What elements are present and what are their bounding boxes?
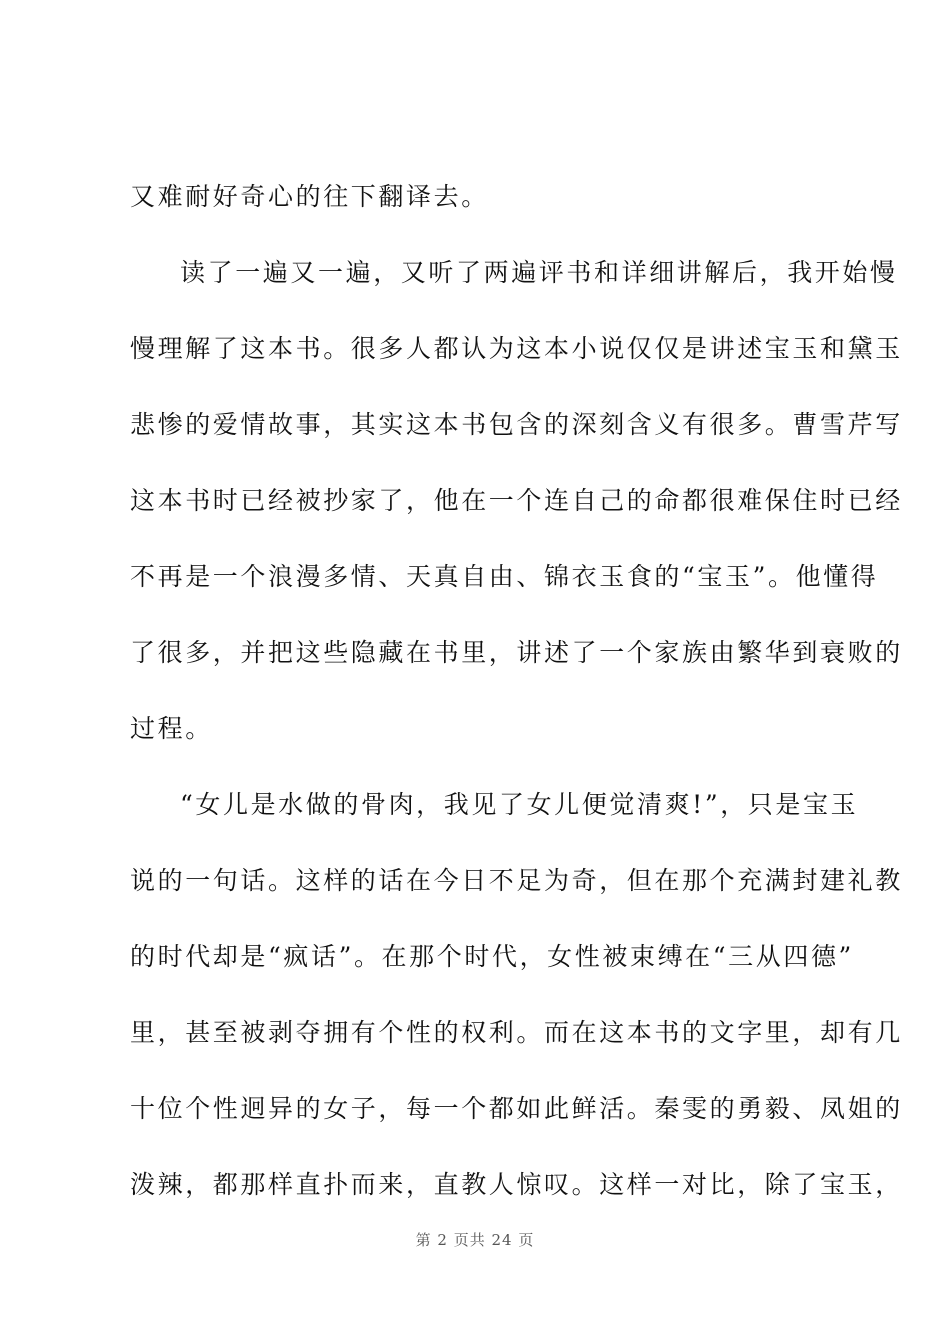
text-line-9: “女儿是水做的骨肉，我见了女儿便觉清爽!”，只是宝玉 bbox=[180, 790, 859, 819]
text-line-5: 这本书时已经被抄家了，他在一个连自己的命都很难保住时已经 bbox=[130, 486, 903, 515]
page-number-footer: 第 2 页共 24 页 bbox=[415, 1231, 535, 1249]
text-line-4: 悲惨的爱情故事，其实这本书包含的深刻含义有很多。曹雪芹写 bbox=[130, 410, 903, 439]
text-line-13: 十位个性迥异的女子，每一个都如此鲜活。秦雯的勇毅、凤姐的 bbox=[130, 1094, 903, 1123]
text-line-3: 慢理解了这本书。很多人都认为这本小说仅仅是讲述宝玉和黛玉 bbox=[130, 334, 903, 363]
text-line-7: 了很多，并把这些隐藏在书里，讲述了一个家族由繁华到衰败的 bbox=[130, 638, 903, 667]
text-line-11: 的时代却是“疯话”。在那个时代，女性被束缚在“三从四德” bbox=[130, 942, 854, 971]
text-line-10: 说的一句话。这样的话在今日不足为奇，但在那个充满封建礼教 bbox=[130, 866, 903, 895]
text-line-6: 不再是一个浪漫多情、天真自由、锦衣玉食的“宝玉”。他懂得 bbox=[130, 562, 879, 591]
text-line-14: 泼辣，都那样直扑而来，直教人惊叹。这样一对比，除了宝玉， bbox=[130, 1170, 903, 1199]
text-line-2: 读了一遍又一遍，又听了两遍评书和详细讲解后，我开始慢 bbox=[180, 258, 898, 287]
text-line-12: 里，甚至被剥夺拥有个性的权利。而在这本书的文字里，却有几 bbox=[130, 1018, 903, 1047]
text-line-8: 过程。 bbox=[130, 714, 213, 743]
text-line-1: 又难耐好奇心的往下翻译去。 bbox=[130, 182, 489, 211]
